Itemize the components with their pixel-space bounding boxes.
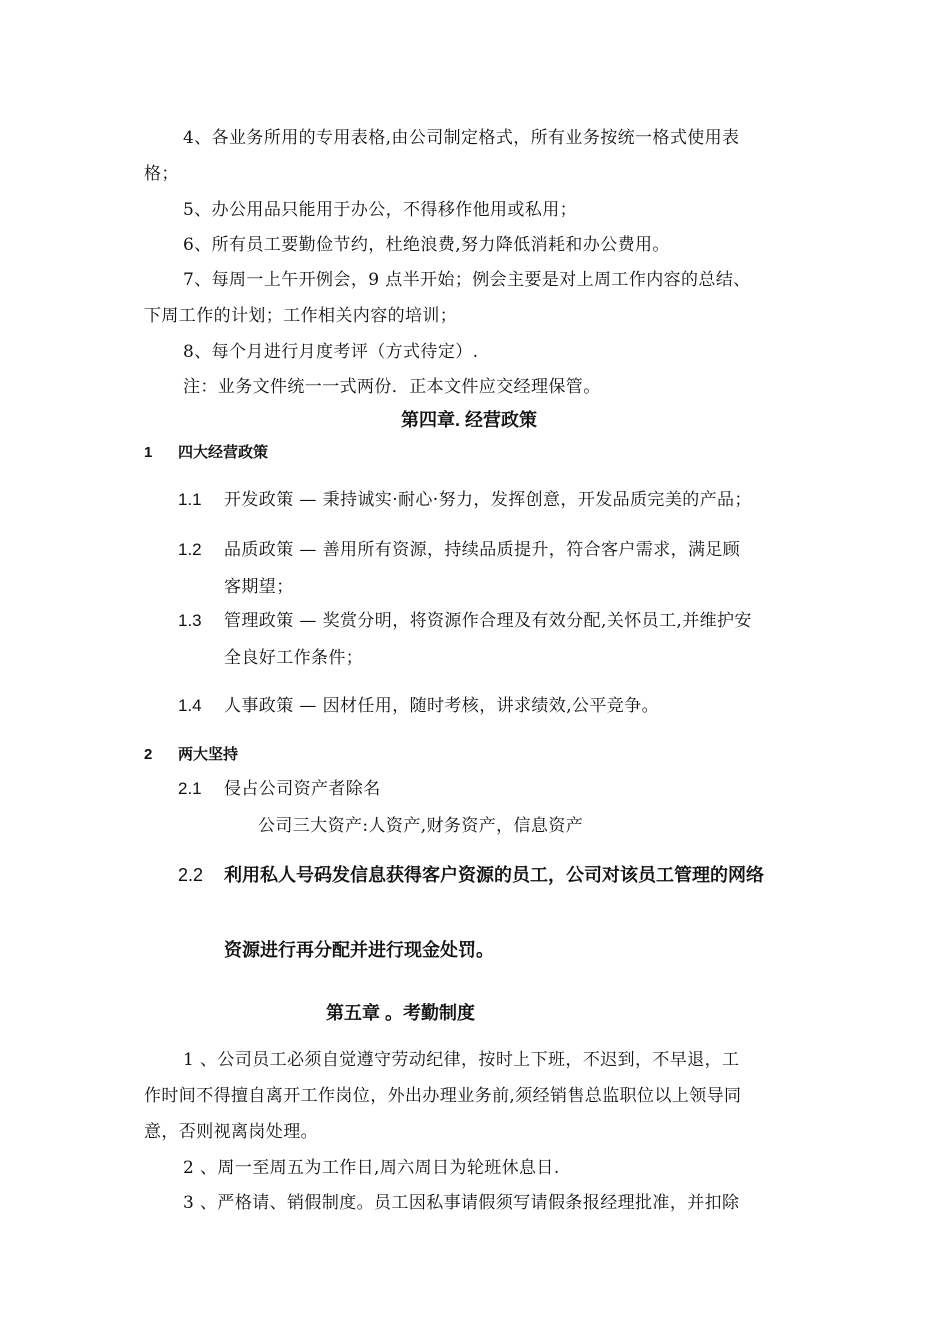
rule-2-1-text: 侵占公司资产者除名 <box>224 779 381 799</box>
rule-4-line-1: 4、各业务所用的专用表格,由公司制定格式，所有业务按统一格式使用表 <box>183 128 740 148</box>
policy-1-1-number: 1.1 <box>178 490 202 509</box>
policy-1-2-text-line-1: 品质政策 — 善用所有资源，持续品质提升，符合客户需求，满足顾 <box>224 540 741 560</box>
attendance-1-line-3: 意，否则视离岗处理。 <box>144 1122 318 1142</box>
rule-2-2-number: 2.2 <box>178 865 204 885</box>
chapter-5-title: 第五章 。考勤制度 <box>326 1003 476 1023</box>
rule-8: 8、每个月进行月度考评（方式待定）. <box>183 342 479 362</box>
section-2-title: 两大坚持 <box>178 746 239 763</box>
rule-2-1-subtext: 公司三大资产:人资产,财务资产，信息资产 <box>258 816 584 836</box>
rule-5: 5、办公用品只能用于办公，不得移作他用或私用； <box>183 200 578 220</box>
policy-1-4-number: 1.4 <box>178 696 202 715</box>
attendance-3: 3 、严格请、销假制度。员工因私事请假须写请假条报经理批准，并扣除 <box>183 1193 740 1213</box>
policy-1-4-text: 人事政策 — 因材任用，随时考核，讲求绩效,公平竞争。 <box>224 696 660 716</box>
attendance-1-line-2: 作时间不得擅自离开工作岗位，外出办理业务前,须经销售总监职位以上领导同 <box>144 1086 742 1106</box>
policy-1-3-text-line-2: 全良好工作条件； <box>224 648 364 668</box>
policy-1-1-text: 开发政策 — 秉持诚实·耐心·努力，发挥创意，开发品质完美的产品； <box>224 490 752 510</box>
policy-1-2-number: 1.2 <box>178 540 202 559</box>
chapter-4-title: 第四章. 经营政策 <box>401 410 538 430</box>
rule-2-1-number: 2.1 <box>178 779 202 798</box>
rule-7-line-1: 7、每周一上午开例会，9 点半开始；例会主要是对上周工作内容的总结、 <box>183 270 751 290</box>
policy-1-3-number: 1.3 <box>178 611 202 630</box>
attendance-1-line-1: 1 、公司员工必须自觉遵守劳动纪律，按时上下班，不迟到，不早退，工 <box>183 1050 740 1070</box>
rule-7-line-2: 下周工作的计划；工作相关内容的培训； <box>144 306 458 326</box>
attendance-2: 2 、周一至周五为工作日,周六周日为轮班休息日. <box>183 1158 560 1178</box>
section-2-number: 2 <box>144 746 153 763</box>
section-1-title: 四大经营政策 <box>178 444 269 461</box>
section-1-number: 1 <box>144 444 153 461</box>
rule-4-line-2: 格； <box>144 164 179 184</box>
rule-2-2-text-line-1: 利用私人号码发信息获得客户资源的员工，公司对该员工管理的网络 <box>224 865 764 885</box>
policy-1-3-text-line-1: 管理政策 — 奖赏分明，将资源作合理及有效分配,关怀员工,并维护安 <box>224 611 752 631</box>
policy-1-2-text-line-2: 客期望； <box>224 577 294 597</box>
rule-6: 6、所有员工要勤俭节约，杜绝浪费,努力降低消耗和办公费用。 <box>183 235 670 255</box>
note: 注：业务文件统一一式两份．正本文件应交经理保管。 <box>183 377 601 397</box>
rule-2-2-text-line-2: 资源进行再分配并进行现金处罚。 <box>224 940 494 960</box>
